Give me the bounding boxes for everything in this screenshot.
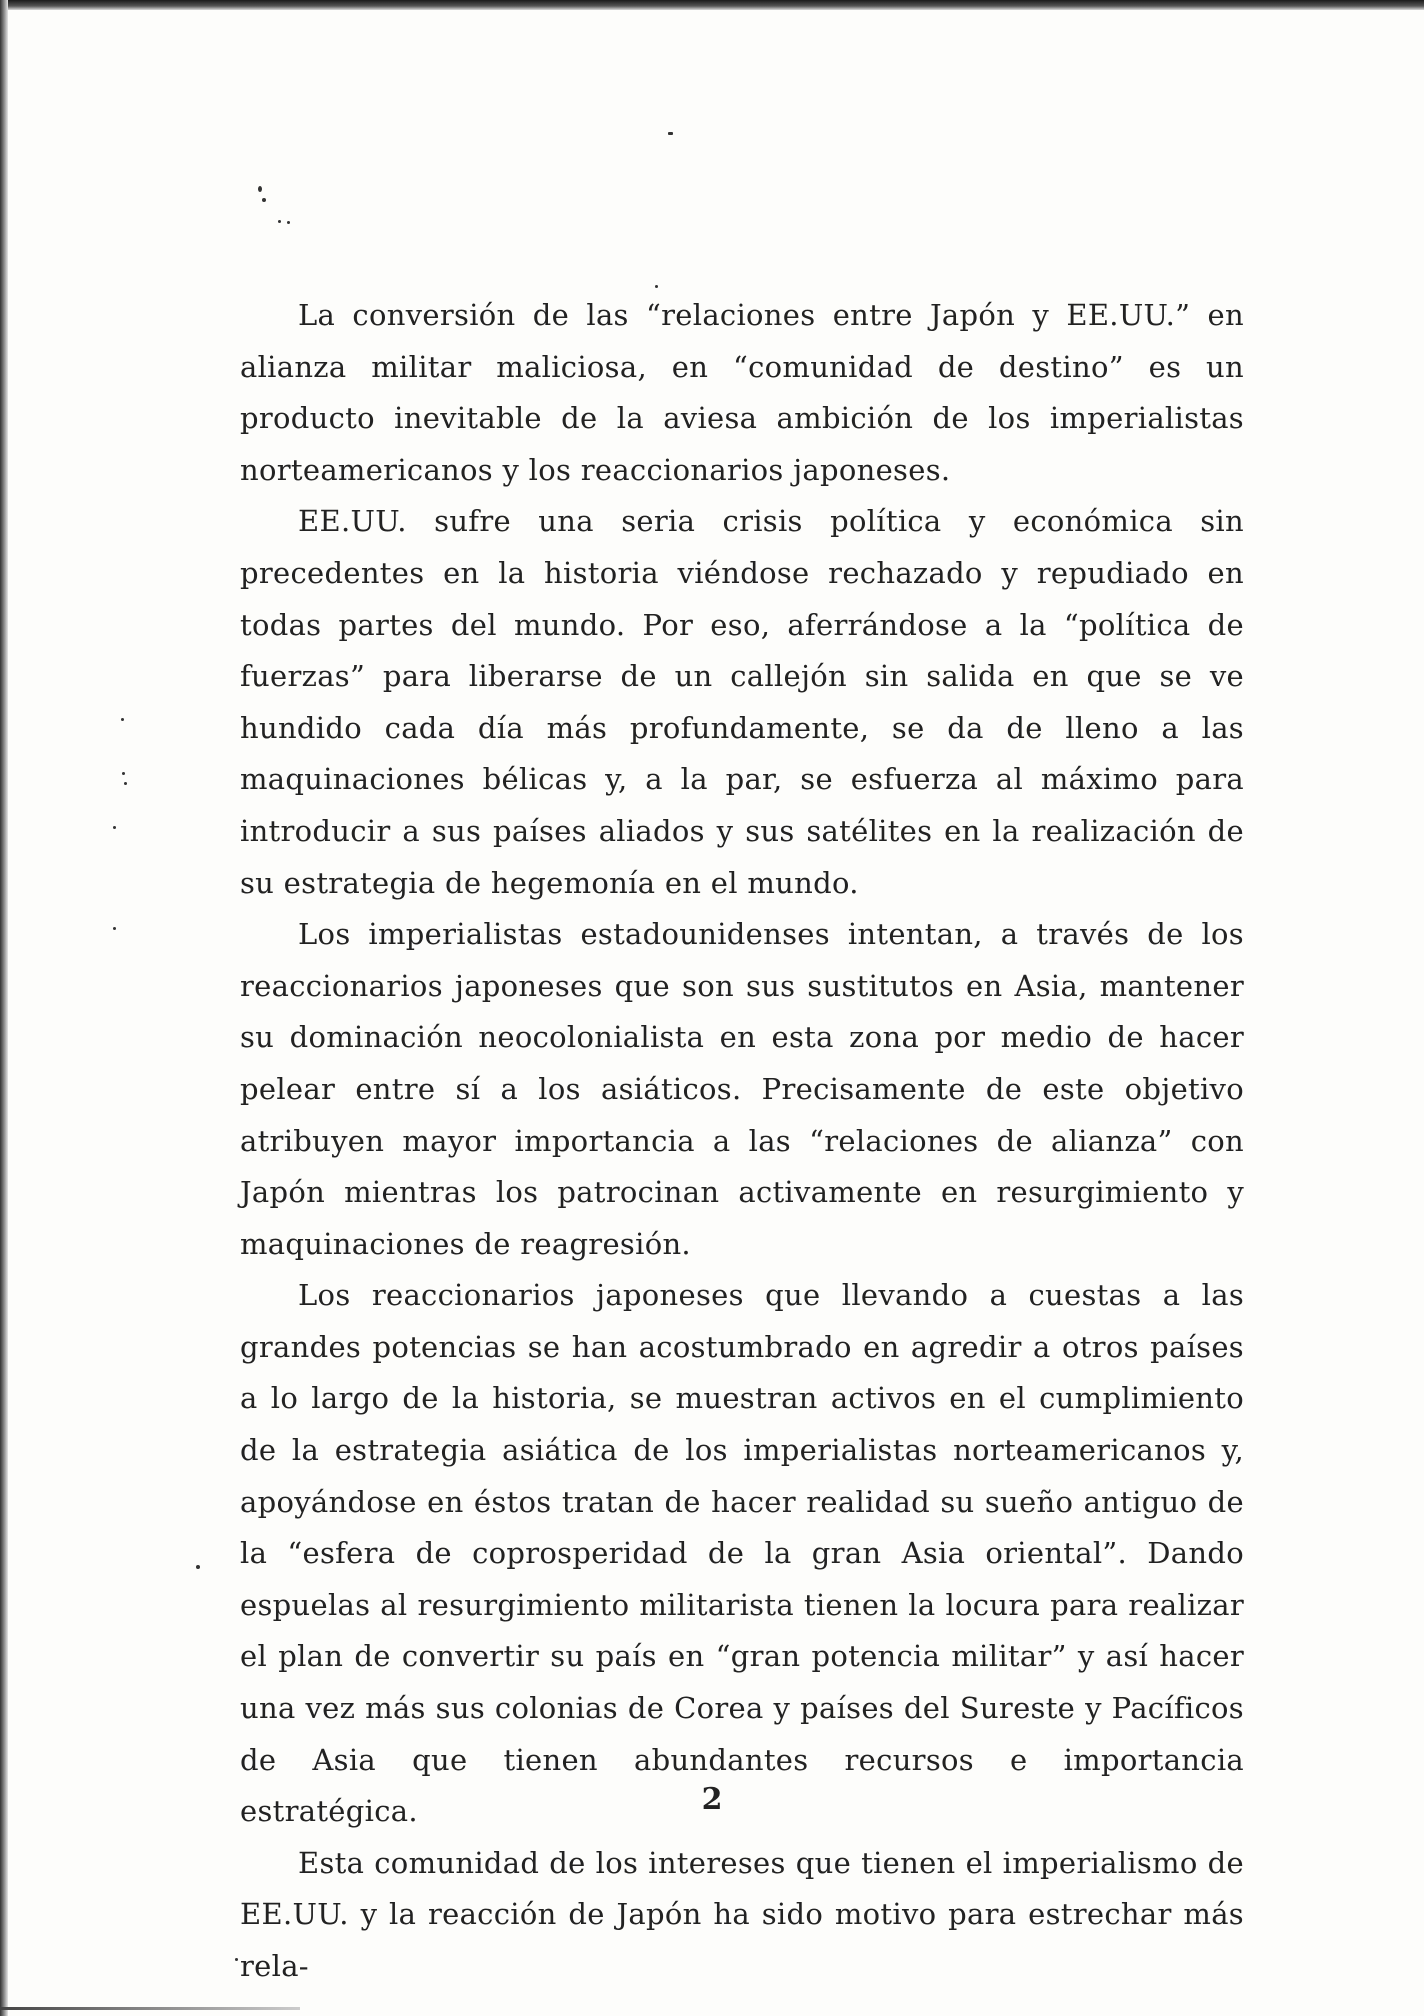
scan-bottom-edge	[0, 2007, 300, 2010]
scan-left-border	[0, 0, 8, 2016]
page-number: 2	[701, 1782, 723, 1817]
scan-speck	[113, 927, 116, 930]
scan-speck	[262, 198, 266, 202]
paragraph: Los imperialistas estadounidenses intentan, a través de los reaccionarios japoneses que son sus sustitutos en Asia, mantener su dominación neocolonialista en esta zona por medio de hacer pelear entre sí a los asiáticos. Precisamente de este objetivo atribuyen mayor importancia a las “relaciones de alianza” con Japón mientras los patrocinan activamente en resurgimiento y maquinaciones de reagresión.	[240, 917, 1244, 1261]
scan-speck	[196, 1565, 200, 1569]
scan-speck	[668, 132, 673, 135]
scan-speck	[278, 220, 281, 223]
paragraph: Los reaccionarios japoneses que llevando a cuestas a las grandes potencias se han acostumbrado en agredir a otros países a lo largo de la historia, se muestran activos en el cumplimiento de la estrategia asiática de los imperialistas norteamericanos y, apoyándose en éstos tratan de hacer realidad su sueño antiguo de la “esfera de coprosperidad de la gran Asia oriental”. Dando espuelas al resurgimiento militarista tienen la locura para realizar el plan de convertir su país en “gran potencia militar” y así hacer una vez más sus colonias de Corea y países del Sureste y Pacíficos de Asia que tienen abundantes recursos e importancia estratégica.	[240, 1278, 1244, 1829]
scan-speck	[113, 826, 116, 829]
body-text	[240, 290, 1244, 1993]
scan-speck	[655, 285, 658, 288]
scan-speck	[121, 718, 124, 721]
scan-speck	[287, 221, 290, 224]
scan-top-border	[0, 0, 1424, 10]
paragraph: Esta comunidad de los intereses que tienen el imperialismo de EE.UU. y la reacción de Japón ha sido motivo para estrechar más rela-	[240, 1845, 1244, 1983]
scan-speck	[258, 186, 262, 192]
scan-speck	[124, 782, 127, 785]
scan-speck	[235, 1958, 238, 1961]
paragraph: EE.UU. sufre una seria crisis política y económica sin precedentes en la historia viéndose rechazado y repudiado en todas partes del mundo. Por eso, aferrándose a la “política de fuerzas” para liberarse de un callejón sin salida en que se ve hundido cada día más profundamente, se da de lleno a las maquinaciones bélicas y, a la par, se esfuerza al máximo para introducir a sus países aliados y sus satélites en la realización de su estrategia de hegemonía en el mundo.	[240, 504, 1244, 900]
paragraph: La conversión de las “relaciones entre Japón y EE.UU.” en alianza militar maliciosa, en “comunidad de destino” es un producto inevitable de la aviesa ambición de los imperialistas norteamericanos y los reaccionarios japoneses.	[240, 298, 1244, 487]
scan-speck	[122, 772, 125, 775]
